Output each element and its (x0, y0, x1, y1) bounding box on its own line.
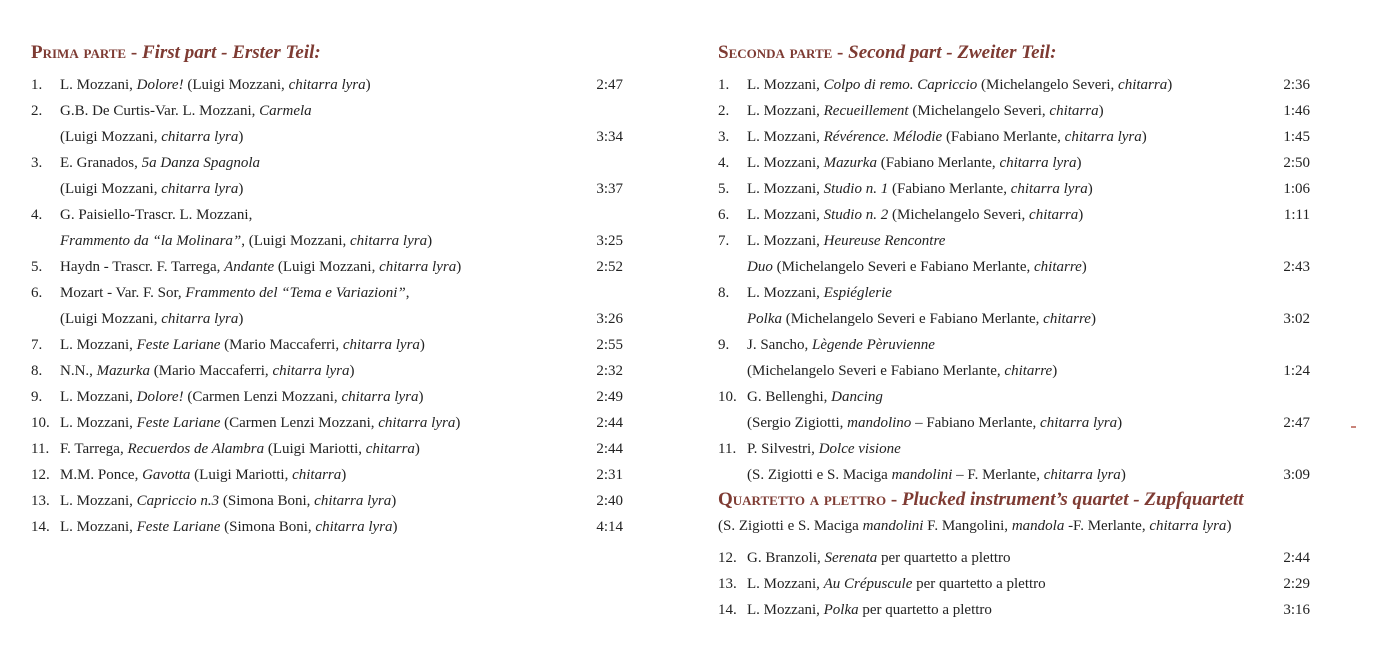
track-line (747, 176, 1093, 202)
track-duration: 1:45 (1283, 129, 1310, 145)
track-row (718, 545, 1310, 571)
text-segment: Duo (747, 259, 773, 275)
track-duration: 2:31 (596, 467, 623, 483)
track-duration: 2:40 (596, 493, 623, 509)
track-line (60, 410, 460, 436)
text-segment: (Simona Boni, (220, 519, 316, 535)
text-segment: L. Mozzani, (60, 77, 137, 93)
text-segment: (Sergio Zigiotti, (747, 415, 848, 431)
track-duration: 3:16 (1283, 602, 1310, 618)
text-segment: (Luigi Mozzani, (60, 129, 162, 145)
track-line (747, 384, 883, 410)
track-row (31, 410, 623, 436)
text-segment: ) (1141, 129, 1147, 145)
track-duration: 1:24 (1283, 363, 1310, 379)
text-segment: ) (365, 77, 371, 93)
text-segment: Frammento da “la Molinara” (60, 233, 242, 249)
text-segment: G.B. De Curtis-Var. L. Mozzani, (60, 103, 260, 119)
text-segment: chitarra lyra (999, 155, 1077, 171)
text-segment: Recuerdos de Alambra (127, 441, 265, 457)
track-row (718, 280, 1310, 332)
text-segment: chitarra lyra (288, 77, 366, 93)
text-segment: chitarra lyra (1149, 518, 1227, 534)
text-segment: chitarra lyra (341, 389, 419, 405)
text-segment: per quartetto a plettro (912, 576, 1046, 592)
text-segment: Frammento del “Tema e Variazioni” (185, 285, 406, 301)
text-segment: Serenata (824, 550, 878, 566)
text-segment: ) (1076, 155, 1082, 171)
text-segment: E. Granados, (60, 155, 142, 171)
track-duration: 1:06 (1283, 181, 1310, 197)
text-segment: Feste Lariane (136, 519, 221, 535)
text-segment: ) (1117, 415, 1123, 431)
text-segment: M.M. Ponce, (60, 467, 143, 483)
text-segment: Dancing (831, 389, 883, 405)
text-segment: G. Branzoli, (747, 550, 825, 566)
heading-small-caps: Prima parte (31, 42, 127, 63)
text-segment: ) (238, 311, 244, 327)
text-segment: Mozart - Var. F. Sor, (60, 285, 186, 301)
track-line (747, 545, 1011, 571)
text-segment: J. Sancho, (747, 337, 812, 353)
text-segment: chitarra lyra (161, 311, 239, 327)
track-line (747, 124, 1147, 150)
heading-italic: Second part - Zweiter Teil: (848, 42, 1057, 63)
track-row (31, 436, 623, 462)
text-segment: F. Tarrega, (60, 441, 128, 457)
track-row (718, 436, 1310, 488)
text-segment: ) (455, 415, 461, 431)
text-segment: chitarra lyra (350, 233, 428, 249)
track-number: 13. (718, 576, 737, 592)
text-segment: chitarra (1049, 103, 1099, 119)
text-segment: chitarra lyra (1043, 467, 1121, 483)
second-part-heading (718, 41, 1056, 65)
track-row (31, 384, 623, 410)
heading-small-caps: Quartetto a plettro (718, 489, 887, 510)
track-number: 3. (718, 129, 730, 145)
first-part-heading (31, 41, 321, 65)
track-row (718, 332, 1310, 384)
text-segment: ) (1120, 467, 1126, 483)
text-segment: Gavotta (142, 467, 191, 483)
text-segment: chitarre (1004, 363, 1053, 379)
track-number: 13. (31, 493, 50, 509)
track-number: 1. (718, 77, 730, 93)
text-segment: chitarra lyra (272, 363, 350, 379)
text-segment: Révérence. Mélodie (823, 129, 943, 145)
track-row (31, 462, 623, 488)
text-segment: Andante (224, 259, 275, 275)
text-segment: Au Crépuscule (823, 576, 913, 592)
text-segment: Polka (747, 311, 782, 327)
text-segment: ) (418, 389, 424, 405)
text-segment: ) (414, 441, 420, 457)
text-segment: L. Mozzani, (747, 602, 824, 618)
track-duration: 2:32 (596, 363, 623, 379)
text-segment: chitarra lyra (161, 181, 239, 197)
text-segment: ) (1052, 363, 1058, 379)
text-segment: Feste Lariane (136, 415, 221, 431)
text-segment: ) (391, 493, 397, 509)
text-segment: L. Mozzani, (747, 129, 824, 145)
text-segment: Dolce visione (818, 441, 901, 457)
track-duration: 2:44 (596, 441, 623, 457)
text-segment: , (Luigi Mozzani, (241, 233, 350, 249)
track-number: 8. (31, 363, 43, 379)
track-duration: 2:47 (596, 77, 623, 93)
text-segment: G. Bellenghi, (747, 389, 832, 405)
text-segment: chitarra lyra (314, 493, 392, 509)
text-segment: mandolino (847, 415, 912, 431)
track-number: 6. (31, 285, 43, 301)
track-row (31, 72, 623, 98)
track-row (31, 98, 623, 150)
text-segment: 5a Danza Spagnola (141, 155, 260, 171)
track-number: 14. (31, 519, 50, 535)
track-duration: 2:49 (596, 389, 623, 405)
text-segment: L. Mozzani, (747, 103, 824, 119)
text-segment: -F. Merlante, (1064, 518, 1150, 534)
track-number: 4. (31, 207, 43, 223)
text-segment: (Luigi Mozzani, (60, 181, 162, 197)
track-number: 6. (718, 207, 730, 223)
text-segment: chitarra lyra (379, 259, 457, 275)
track-row (718, 72, 1310, 98)
text-segment: ) (1098, 103, 1104, 119)
track-line (747, 571, 1046, 597)
text-segment: (S. Zigiotti e S. Maciga (747, 467, 892, 483)
text-segment: Recueillement (823, 103, 909, 119)
text-segment: ) (1081, 259, 1087, 275)
text-segment: chitarra lyra (342, 337, 420, 353)
track-line (747, 597, 992, 623)
text-segment: Mazurka (823, 155, 877, 171)
text-segment: Mazurka (96, 363, 150, 379)
text-segment: Dolore! (136, 389, 184, 405)
text-segment: Colpo di remo. Capriccio (823, 77, 978, 93)
track-duration: 4:14 (596, 519, 623, 535)
text-segment: (Fabiano Merlante, (942, 129, 1065, 145)
track-row (718, 571, 1310, 597)
text-segment: L. Mozzani, (60, 493, 137, 509)
track-duration: 3:09 (1283, 467, 1310, 483)
track-line (747, 462, 1126, 488)
text-segment: L. Mozzani, (747, 285, 824, 301)
track-line (60, 488, 396, 514)
track-row (31, 202, 623, 254)
track-line (60, 228, 432, 254)
track-row (31, 358, 623, 384)
quartet-heading (718, 488, 1244, 512)
track-line (747, 254, 1087, 280)
track-duration: 1:11 (1283, 207, 1310, 223)
track-line (60, 176, 243, 202)
text-segment: Polka (823, 602, 859, 618)
text-segment: ) (1226, 518, 1232, 534)
track-line (747, 332, 935, 358)
text-segment: (Michelangelo Severi e Fabiano Merlante, (782, 311, 1044, 327)
track-line (60, 254, 461, 280)
track-number: 3. (31, 155, 43, 171)
text-segment: chitarra lyra (378, 415, 456, 431)
heading-italic: Plucked instrument’s quartet - Zupfquartett (901, 489, 1244, 510)
track-line (747, 306, 1096, 332)
text-segment: Lègende Pèruvienne (812, 337, 935, 353)
text-segment: Feste Lariane (136, 337, 221, 353)
track-row (718, 597, 1310, 623)
track-duration: 2:44 (596, 415, 623, 431)
text-segment: chitarra lyra (1040, 415, 1118, 431)
text-segment: L. Mozzani, (60, 519, 137, 535)
text-segment: chitarra lyra (161, 129, 239, 145)
text-segment: (Michelangelo Severi, (908, 103, 1050, 119)
heading-separator: - (886, 489, 902, 510)
text-segment: L. Mozzani, (60, 337, 137, 353)
track-line (747, 98, 1104, 124)
track-row (31, 332, 623, 358)
track-number: 10. (718, 389, 737, 405)
text-segment: (Michelangelo Severi e Fabiano Merlante, (747, 363, 1005, 379)
track-line (60, 98, 312, 124)
text-segment: ) (1087, 181, 1093, 197)
text-segment: L. Mozzani, (60, 389, 137, 405)
text-segment: ) (1090, 311, 1096, 327)
text-segment: ) (1167, 77, 1173, 93)
track-line (60, 280, 409, 306)
quartet-performers (718, 513, 1231, 539)
text-segment: chitarra (292, 467, 342, 483)
track-row (718, 150, 1310, 176)
text-segment: Dolore! (136, 77, 184, 93)
text-segment: L. Mozzani, (747, 233, 824, 249)
track-number: 12. (718, 550, 737, 566)
text-segment: (Luigi Mariotti, (190, 467, 293, 483)
text-segment: F. Mangolini, (923, 518, 1012, 534)
track-row (31, 488, 623, 514)
track-number: 1. (31, 77, 43, 93)
track-duration: 3:02 (1283, 311, 1310, 327)
text-segment: (Luigi Mariotti, (264, 441, 366, 457)
track-number: 5. (718, 181, 730, 197)
track-duration: 3:25 (596, 233, 623, 249)
text-segment: ) (238, 181, 244, 197)
track-number: 2. (31, 103, 43, 119)
heading-small-caps: Seconda parte (718, 42, 833, 63)
text-segment: (Carmen Lenzi Mozzani, (183, 389, 342, 405)
text-segment: ) (238, 129, 244, 145)
text-segment: Studio n. 2 (823, 207, 889, 223)
track-line (60, 202, 252, 228)
track-number: 2. (718, 103, 730, 119)
text-segment: (Carmen Lenzi Mozzani, (220, 415, 379, 431)
text-segment: G. Paisiello-Trascr. L. Mozzani, (60, 207, 253, 223)
track-line (747, 280, 892, 306)
text-segment: (Mario Maccaferri, (150, 363, 273, 379)
text-segment: L. Mozzani, (60, 415, 137, 431)
track-duration: 2:44 (1283, 550, 1310, 566)
track-number: 5. (31, 259, 43, 275)
text-segment: Carmela (259, 103, 312, 119)
text-segment: (Michelangelo Severi e Fabiano Merlante, (772, 259, 1035, 275)
track-line (747, 358, 1057, 384)
text-segment: chitarra lyra (315, 519, 393, 535)
track-line (60, 462, 346, 488)
text-segment: ) (349, 363, 355, 379)
track-duration: 2:29 (1283, 576, 1310, 592)
track-duration: 2:43 (1283, 259, 1310, 275)
text-segment: ) (341, 467, 347, 483)
heading-separator: - (832, 42, 849, 63)
text-segment: (Michelangelo Severi, (977, 77, 1119, 93)
text-segment: (Mario Maccaferri, (220, 337, 343, 353)
track-duration: 2:36 (1283, 77, 1310, 93)
track-number: 9. (718, 337, 730, 353)
track-number: 11. (31, 441, 50, 457)
text-segment: L. Mozzani, (747, 207, 824, 223)
track-line (60, 124, 243, 150)
track-number: 14. (718, 602, 737, 618)
text-segment: Studio n. 1 (823, 181, 889, 197)
text-segment: chitarre (1034, 259, 1082, 275)
track-row (718, 124, 1310, 150)
track-row (31, 280, 623, 332)
text-segment: ) (427, 233, 433, 249)
track-line (60, 358, 355, 384)
text-segment: mandolini (891, 467, 953, 483)
track-line (60, 436, 420, 462)
track-number: 12. (31, 467, 50, 483)
track-number: 7. (718, 233, 730, 249)
text-segment: (Fabiano Merlante, (888, 181, 1011, 197)
text-segment: ) (456, 259, 462, 275)
text-segment: chitarra lyra (1010, 181, 1088, 197)
text-segment: mandola (1011, 518, 1065, 534)
text-segment: – F. Merlante, (952, 467, 1044, 483)
text-segment: chitarra (1118, 77, 1168, 93)
heading-italic: First part - Erster Teil: (141, 42, 321, 63)
track-row (718, 98, 1310, 124)
text-segment: , (405, 285, 410, 301)
text-segment: L. Mozzani, (747, 181, 824, 197)
track-number: 8. (718, 285, 730, 301)
text-segment: (Luigi Mozzani, (183, 77, 289, 93)
track-number: 10. (31, 415, 50, 431)
text-segment: L. Mozzani, (747, 576, 824, 592)
track-row (718, 228, 1310, 280)
track-duration: 2:52 (596, 259, 623, 275)
track-duration: 1:46 (1283, 103, 1310, 119)
text-segment: chitarre (1043, 311, 1091, 327)
track-row (718, 176, 1310, 202)
track-line (747, 150, 1082, 176)
text-segment: (Luigi Mozzani, (60, 311, 162, 327)
track-row (718, 384, 1310, 436)
track-number: 7. (31, 337, 43, 353)
text-segment: chitarra lyra (1064, 129, 1142, 145)
track-row (31, 254, 623, 280)
text-segment: Heureuse Rencontre (823, 233, 946, 249)
track-line (747, 72, 1172, 98)
track-duration: 2:55 (596, 337, 623, 353)
text-segment: (Simona Boni, (219, 493, 315, 509)
track-number: 11. (718, 441, 737, 457)
track-duration: 3:34 (596, 129, 623, 145)
track-line (60, 514, 398, 540)
text-segment: per quartetto a plettro (877, 550, 1011, 566)
track-duration: 3:26 (596, 311, 623, 327)
track-line (747, 228, 945, 254)
text-segment: ) (392, 519, 398, 535)
track-line (60, 384, 424, 410)
track-line (747, 436, 901, 462)
track-duration: 3:37 (596, 181, 623, 197)
track-row (718, 202, 1310, 228)
text-segment: Capriccio n.3 (136, 493, 220, 509)
track-number: 4. (718, 155, 730, 171)
track-line (60, 306, 243, 332)
text-segment: (Fabiano Merlante, (876, 155, 1000, 171)
text-segment: per quartetto a plettro (858, 602, 992, 618)
text-segment: (S. Zigiotti e S. Maciga (718, 518, 863, 534)
text-segment: L. Mozzani, (747, 155, 824, 171)
text-segment: chitarra (1029, 207, 1079, 223)
track-line (60, 72, 371, 98)
text-segment: (Michelangelo Severi, (888, 207, 1030, 223)
stray-mark (1351, 426, 1356, 428)
track-duration: 2:47 (1283, 415, 1310, 431)
text-segment: N.N., (60, 363, 97, 379)
text-segment: (Luigi Mozzani, (274, 259, 380, 275)
text-segment: Haydn - Trascr. F. Tarrega, (60, 259, 225, 275)
heading-separator: - (126, 42, 142, 63)
text-segment: ) (419, 337, 425, 353)
text-segment: – Fabiano Merlante, (911, 415, 1041, 431)
track-line (747, 202, 1083, 228)
text-segment: Espiéglerie (823, 285, 892, 301)
text-segment: mandolini (862, 518, 924, 534)
text-segment: ) (1078, 207, 1084, 223)
text-segment: L. Mozzani, (747, 77, 824, 93)
track-line (747, 410, 1122, 436)
track-number: 9. (31, 389, 43, 405)
text-segment: chitarra (365, 441, 415, 457)
track-line (60, 150, 260, 176)
track-duration: 2:50 (1283, 155, 1310, 171)
track-row (31, 514, 623, 540)
track-row (31, 150, 623, 202)
track-line (60, 332, 425, 358)
text-segment: P. Silvestri, (747, 441, 819, 457)
